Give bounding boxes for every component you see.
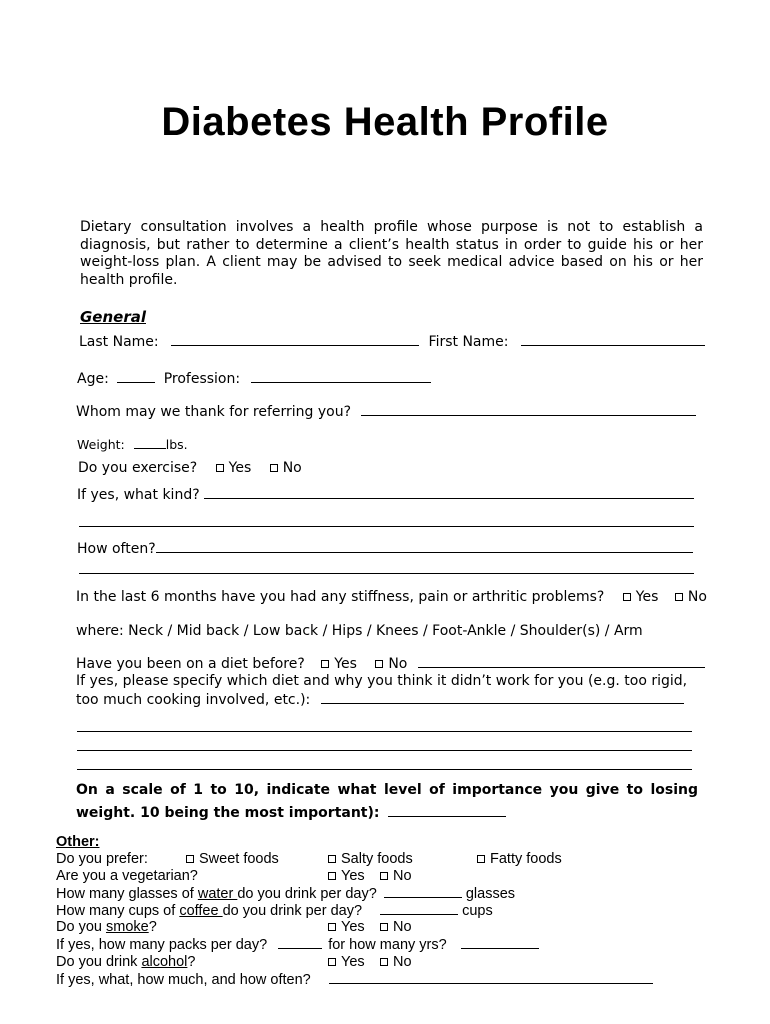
checkbox-icon xyxy=(328,923,336,931)
cups-unit: cups xyxy=(462,903,493,919)
packs-field[interactable] xyxy=(278,936,322,949)
how-often-field[interactable] xyxy=(156,540,693,553)
stiffness-yes-option[interactable] xyxy=(623,589,659,605)
smoke-yes-option[interactable] xyxy=(328,919,365,935)
exercise-kind-line-2[interactable] xyxy=(79,526,694,527)
alcohol-no-option[interactable] xyxy=(380,954,412,970)
exercise-yes-label: Yes xyxy=(228,460,252,476)
diet-line-4[interactable] xyxy=(77,769,692,770)
diet-line-2[interactable] xyxy=(77,731,692,732)
alcohol-detail-field[interactable] xyxy=(329,971,653,984)
checkbox-icon xyxy=(328,958,336,966)
exercise-question: Do you exercise? xyxy=(78,460,198,476)
exercise-no-label: No xyxy=(282,460,302,476)
smoke-no-label: No xyxy=(393,919,412,935)
checkbox-icon xyxy=(380,872,388,880)
diet-line-3[interactable] xyxy=(77,750,692,751)
diet-field[interactable] xyxy=(418,655,705,668)
diet-specify-text: If yes, please specify which diet and why you think it didn’t work for you (e.g. too rigid, xyxy=(76,673,688,689)
diet-no-option[interactable] xyxy=(375,656,407,672)
how-often-line-2[interactable] xyxy=(79,573,694,574)
water-field[interactable] xyxy=(384,885,462,898)
checkbox-icon xyxy=(270,464,278,472)
checkbox-icon xyxy=(328,872,336,880)
glasses-unit: glasses xyxy=(465,886,516,902)
general-heading: General xyxy=(80,308,146,326)
salty-foods-label: Salty foods xyxy=(341,851,413,867)
referral-field[interactable] xyxy=(361,403,696,416)
checkbox-icon xyxy=(380,958,388,966)
how-often-label: How often? xyxy=(77,541,156,557)
age-label: Age: xyxy=(77,371,109,387)
smoke-yes-label: Yes xyxy=(341,919,365,935)
sweet-foods-option[interactable] xyxy=(186,851,279,867)
alcohol-question: Do you drink alcohol? xyxy=(56,954,196,970)
vegetarian-yes-option[interactable] xyxy=(328,868,365,884)
coffee-field[interactable] xyxy=(380,902,458,915)
weight-field[interactable] xyxy=(134,436,166,449)
stiffness-no-label: No xyxy=(687,589,707,605)
exercise-yes-option[interactable] xyxy=(216,460,252,476)
checkbox-icon xyxy=(216,464,224,472)
form-title: Diabetes Health Profile xyxy=(161,100,609,144)
where-options: where: Neck / Mid back / Low back / Hips / Knees / Foot-Ankle / Shoulder(s) / Arm xyxy=(76,623,643,639)
checkbox-icon xyxy=(675,593,683,601)
first-name-field[interactable] xyxy=(521,333,705,346)
salty-foods-option[interactable] xyxy=(328,851,413,867)
diet-yes-label: Yes xyxy=(334,656,357,672)
referral-label: Whom may we thank for referring you? xyxy=(76,404,352,420)
checkbox-icon xyxy=(477,855,485,863)
checkbox-icon xyxy=(380,923,388,931)
age-field[interactable] xyxy=(117,370,155,383)
profession-field[interactable] xyxy=(251,370,431,383)
last-name-label: Last Name: xyxy=(79,334,159,350)
stiffness-question: In the last 6 months have you had any stiffness, pain or arthritic problems? xyxy=(76,589,605,605)
packs-question: If yes, how many packs per day? xyxy=(56,937,268,953)
weight-label: Weight: xyxy=(77,437,125,452)
alcohol-yes-option[interactable] xyxy=(328,954,365,970)
fatty-foods-label: Fatty foods xyxy=(490,851,562,867)
water-question: How many glasses of water do you drink per day? xyxy=(56,886,377,902)
last-name-field[interactable] xyxy=(171,333,419,346)
stiffness-no-option[interactable] xyxy=(675,589,707,605)
smoke-question: Do you smoke? xyxy=(56,919,157,935)
importance-scale-question: On a scale of 1 to 10, indicate what level of importance you give to losing weight. 10 being the most important): xyxy=(76,782,698,821)
vegetarian-no-option[interactable] xyxy=(380,868,412,884)
checkbox-icon xyxy=(328,855,336,863)
exercise-kind-label: If yes, what kind? xyxy=(77,487,200,503)
intro-paragraph: Dietary consultation involves a health profile whose purpose is not to establish a diagnosis, but rather to determine a client’s health status in order to guide his or her weight-loss plan. A client may be advised to seek medical advice based on his or her health profile. xyxy=(80,219,703,288)
first-name-label: First Name: xyxy=(428,334,509,350)
prefer-question: Do you prefer: xyxy=(56,851,148,867)
coffee-question: How many cups of coffee do you drink per day? xyxy=(56,903,363,919)
weight-unit: lbs. xyxy=(165,437,188,452)
other-heading: Other: xyxy=(56,834,100,850)
years-field[interactable] xyxy=(461,936,539,949)
diet-no-label: No xyxy=(388,656,408,672)
alcohol-no-label: No xyxy=(393,954,412,970)
checkbox-icon xyxy=(623,593,631,601)
stiffness-yes-label: Yes xyxy=(635,589,659,605)
diet-yes-option[interactable] xyxy=(321,656,357,672)
vegetarian-question: Are you a vegetarian? xyxy=(56,868,198,884)
checkbox-icon xyxy=(186,855,194,863)
smoke-no-option[interactable] xyxy=(380,919,412,935)
years-question: for how many yrs? xyxy=(328,937,447,953)
importance-field[interactable] xyxy=(388,804,506,817)
exercise-no-option[interactable] xyxy=(270,460,302,476)
diet-specify-field[interactable] xyxy=(321,691,684,704)
profession-label: Profession: xyxy=(163,371,241,387)
checkbox-icon xyxy=(321,660,329,668)
sweet-foods-label: Sweet foods xyxy=(199,851,279,867)
diet-question: Have you been on a diet before? xyxy=(76,656,305,672)
alcohol-detail-question: If yes, what, how much, and how often? xyxy=(56,972,311,988)
diet-specify-text-2: too much cooking involved, etc.): xyxy=(76,692,311,708)
exercise-kind-field[interactable] xyxy=(204,486,694,499)
fatty-foods-option[interactable] xyxy=(477,851,562,867)
alcohol-yes-label: Yes xyxy=(341,954,365,970)
checkbox-icon xyxy=(375,660,383,668)
vegetarian-no-label: No xyxy=(393,868,412,884)
vegetarian-yes-label: Yes xyxy=(341,868,365,884)
